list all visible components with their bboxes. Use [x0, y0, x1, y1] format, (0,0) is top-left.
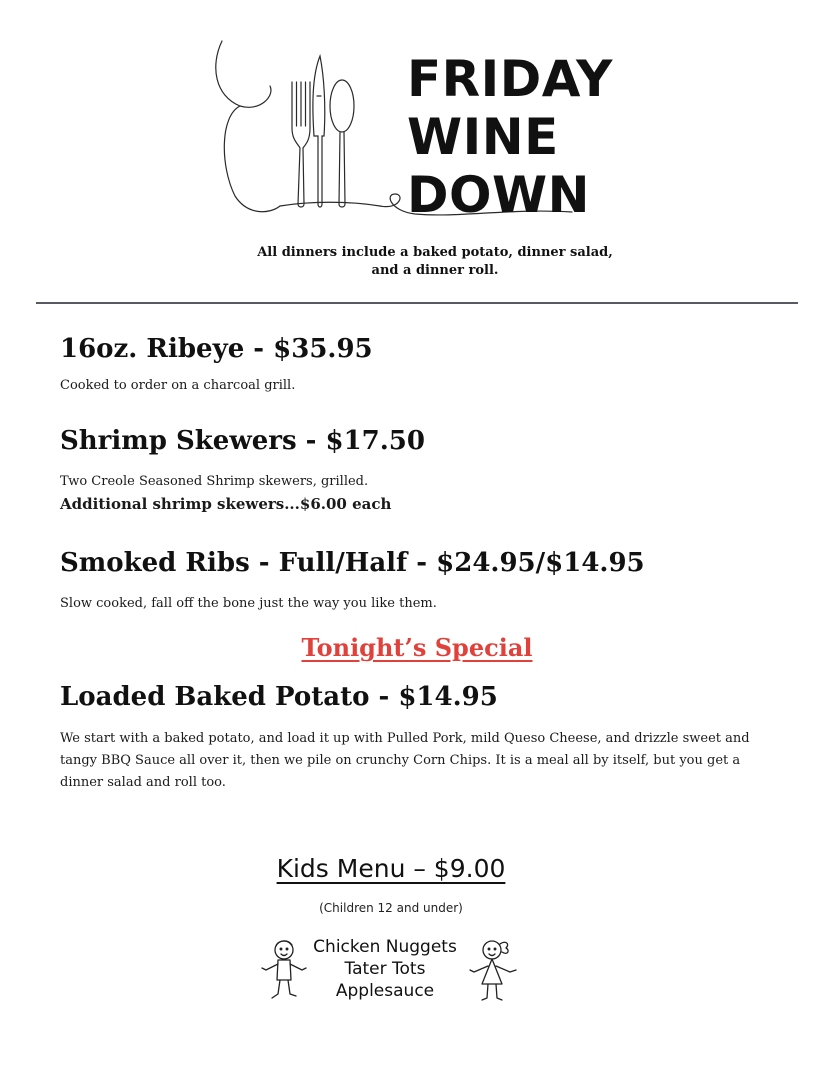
- kids-menu-age-note: (Children 12 and under): [319, 901, 463, 915]
- menu-item-desc-loaded-potato: We start with a baked potato, and load it up with Pulled Pork, mild Queso Cheese, and drizzle sweet and tangy BBQ Sauce all over it, then we pile on crunchy Corn Chips. It is a meal all by itself, but you get a dinner salad and roll too.: [60, 731, 750, 790]
- tonights-special-heading: [0, 633, 834, 662]
- menu-item-title-ribs: Smoked Ribs - Full/Half - $24.95/$14.95: [60, 548, 645, 578]
- kids-menu-item: Applesauce: [335, 981, 435, 1001]
- page-title-line-1: FRIDAY: [407, 50, 613, 108]
- menu-item-extra-shrimp: Additional shrimp skewers...$6.00 each: [60, 495, 392, 513]
- menu-item-title-shrimp: Shrimp Skewers - $17.50: [60, 426, 425, 456]
- page-title-line-3: DOWN: [407, 166, 591, 224]
- menu-item-title-loaded-potato: Loaded Baked Potato - $14.95: [60, 682, 498, 712]
- kids-menu-item: Chicken Nuggets: [313, 937, 457, 957]
- header-divider: [36, 302, 798, 304]
- menu-item-desc-ribs: Slow cooked, fall off the bone just the way you like them.: [60, 596, 437, 611]
- kids-menu-item: Tater Tots: [344, 959, 426, 979]
- menu-item-desc-shrimp: Two Creole Seasoned Shrimp skewers, grilled.: [60, 474, 369, 489]
- menu-item-title-ribeye: 16oz. Ribeye - $35.95: [60, 334, 373, 364]
- tonights-special-label: Tonight’s Special: [301, 633, 533, 662]
- girl-figure-icon: [466, 934, 520, 1006]
- kids-menu-heading: [0, 856, 782, 881]
- menu-item-desc-ribeye: Cooked to order on a charcoal grill.: [60, 378, 296, 393]
- dinner-includes-note: All dinners include a baked potato, dinner salad, and a dinner roll.: [257, 245, 613, 278]
- kids-menu-list: [300, 936, 470, 1002]
- boy-figure-icon: [258, 934, 308, 1006]
- kids-menu-title: Kids Menu – $9.00: [276, 854, 506, 883]
- page-title-line-2: WINE: [407, 108, 559, 166]
